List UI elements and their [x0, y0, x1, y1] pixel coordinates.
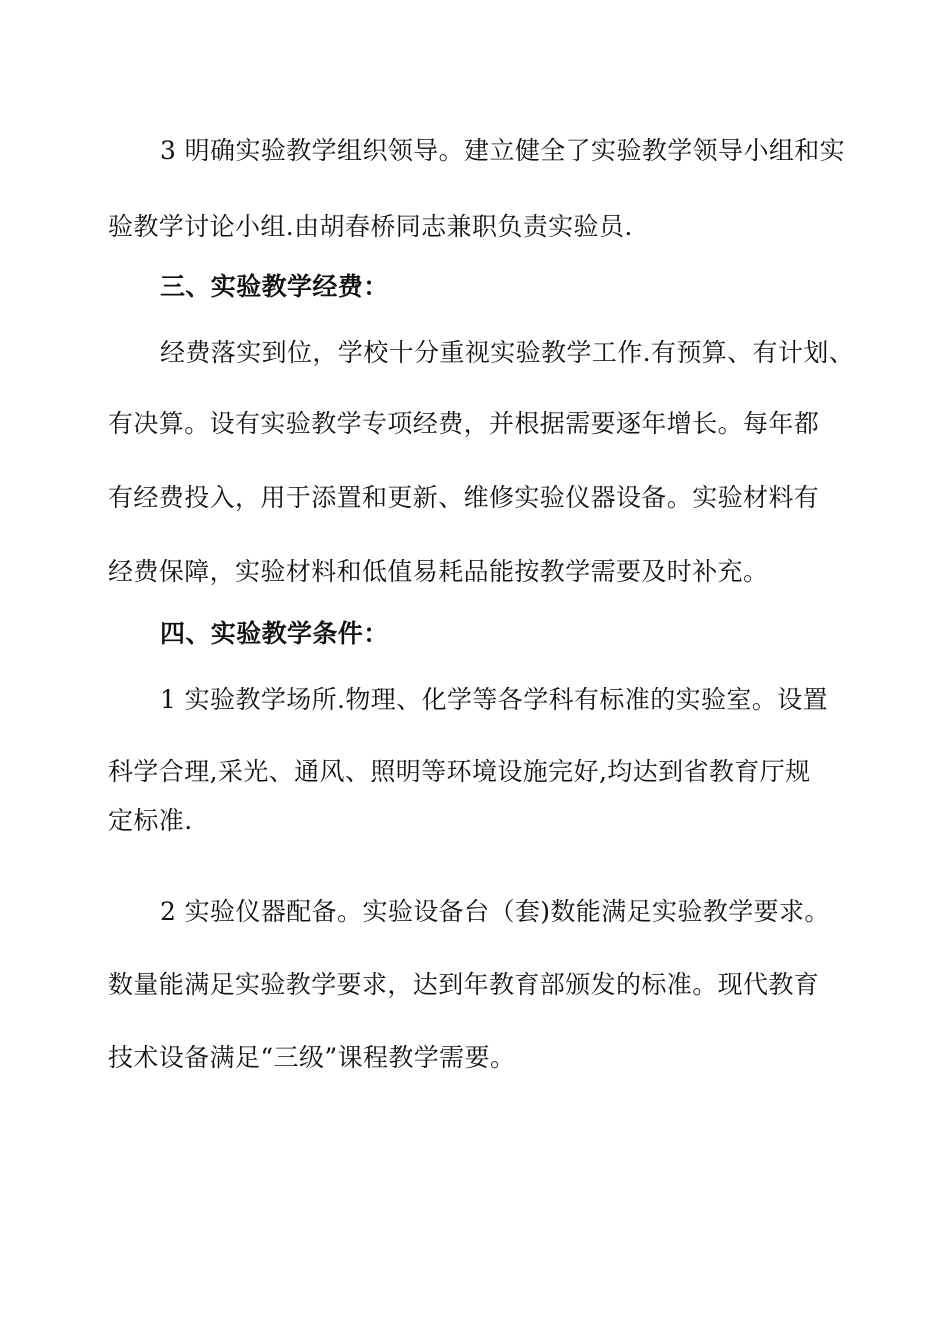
paragraph-line: 科学合理,采光、通风、照明等环境设施完好,均达到省教育厅规: [108, 757, 811, 786]
paragraph-line: 有经费投入，用于添置和更新、维修实验仪器设备。实验材料有: [108, 483, 820, 512]
paragraph-line: 经费落实到位，学校十分重视实验教学工作.有预算、有计划、: [160, 338, 855, 367]
paragraph-line: 技术设备满足“三级”课程教学需要。: [108, 1043, 516, 1072]
paragraph-line: 定标准.: [108, 806, 193, 835]
paragraph-line: 有决算。设有实验教学专项经费，并根据需要逐年增长。每年都: [108, 409, 820, 438]
paragraph-line: 2 实验仪器配备。实验设备台（套)数能满足实验教学要求。: [160, 897, 830, 926]
paragraph-line: 经费保障，实验材料和低值易耗品能按教学需要及时补充。: [108, 557, 769, 586]
section-heading: 四、实验教学条件：: [160, 619, 389, 648]
paragraph-line: 验教学讨论小组.由胡春桥同志兼职负责实验员.: [108, 212, 633, 241]
paragraph-line: 1 实验教学场所.物理、化学等各学科有标准的实验室。设置: [160, 685, 829, 714]
paragraph-line: 3 明确实验教学组织领导。建立健全了实验教学领导小组和实: [160, 136, 846, 165]
paragraph-line: 数量能满足实验教学要求，达到年教育部颁发的标准。现代教育: [108, 970, 820, 999]
section-heading: 三、实验教学经费：: [160, 272, 389, 301]
